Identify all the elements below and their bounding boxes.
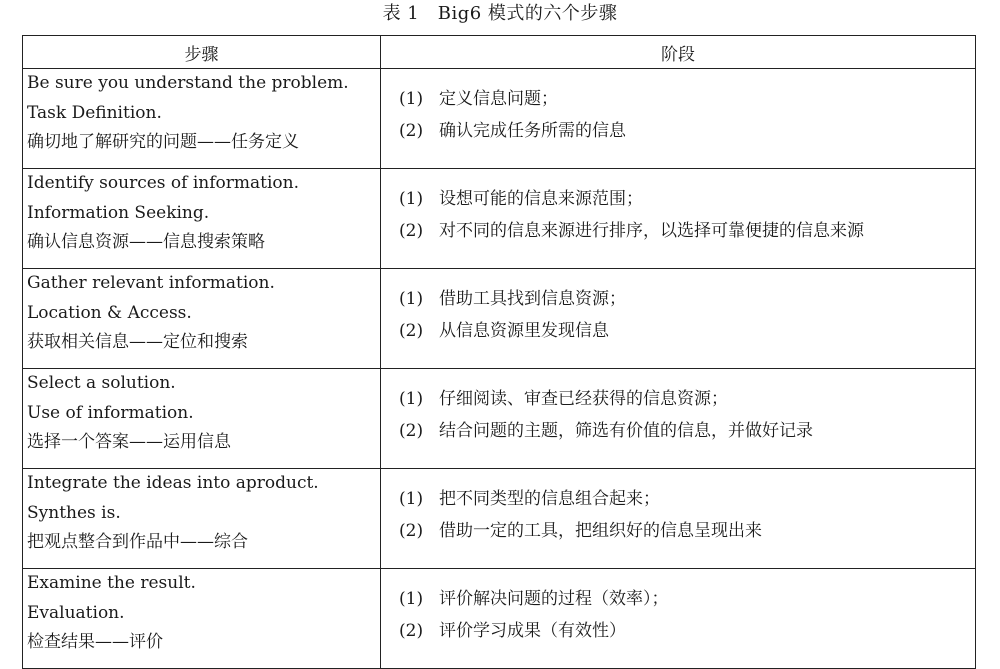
step-line: Synthes is. bbox=[27, 502, 121, 523]
step-line: Be sure you understand the problem. bbox=[27, 73, 349, 93]
stage-text: 设想可能的信息来源范围； bbox=[439, 189, 643, 209]
step-line: 选择一个答案——运用信息 bbox=[27, 432, 231, 452]
table-row bbox=[23, 569, 976, 669]
stage-text: 评价解决问题的过程（效率）； bbox=[439, 589, 669, 609]
stage-cell bbox=[381, 469, 976, 569]
stage-number: (1) bbox=[399, 589, 424, 609]
table-header-row bbox=[23, 36, 976, 69]
step-cell bbox=[23, 569, 381, 669]
stage-text: 借助一定的工具，把组织好的信息呈现出来 bbox=[439, 521, 762, 541]
stage-item bbox=[381, 615, 975, 647]
table-row bbox=[23, 369, 976, 469]
step-line: Select a solution. bbox=[27, 373, 176, 393]
step-cell bbox=[23, 269, 381, 369]
step-cell bbox=[23, 369, 381, 469]
step-line: Examine the result. bbox=[27, 573, 196, 593]
stage-cell bbox=[381, 169, 976, 269]
step-line: 获取相关信息——定位和搜索 bbox=[27, 332, 248, 352]
table-row bbox=[23, 269, 976, 369]
stage-item bbox=[381, 315, 975, 347]
table-row bbox=[23, 169, 976, 269]
stage-text: 对不同的信息来源进行排序，以选择可靠便捷的信息来源 bbox=[439, 221, 864, 241]
table-caption: 表 1 Big6 模式的六个步骤 bbox=[382, 3, 618, 24]
stage-cell bbox=[381, 369, 976, 469]
stage-number: (2) bbox=[399, 421, 424, 441]
stage-text: 从信息资源里发现信息 bbox=[439, 321, 609, 341]
stage-number: (2) bbox=[399, 621, 424, 641]
stage-item bbox=[381, 115, 975, 147]
stage-number: (2) bbox=[399, 221, 424, 241]
step-line: Use of information. bbox=[27, 402, 194, 423]
stage-number: (2) bbox=[399, 121, 424, 141]
table-row bbox=[23, 69, 976, 169]
step-line: Evaluation. bbox=[27, 602, 125, 623]
step-line: Information Seeking. bbox=[27, 202, 210, 223]
step-line: Identify sources of information. bbox=[27, 173, 299, 193]
stage-number: (1) bbox=[399, 89, 424, 109]
stage-item bbox=[381, 515, 975, 547]
stage-text: 定义信息问题； bbox=[439, 89, 558, 109]
stage-item bbox=[381, 483, 975, 515]
stage-item bbox=[381, 415, 975, 447]
stage-number: (1) bbox=[399, 489, 424, 509]
table-row bbox=[23, 469, 976, 569]
stage-item bbox=[381, 215, 975, 247]
stage-text: 把不同类型的信息组合起来； bbox=[439, 489, 660, 509]
stage-item bbox=[381, 183, 975, 215]
stage-text: 借助工具找到信息资源； bbox=[439, 289, 626, 309]
step-line: Gather relevant information. bbox=[27, 273, 275, 293]
stage-cell bbox=[381, 269, 976, 369]
stage-number: (2) bbox=[399, 321, 424, 341]
step-cell bbox=[23, 69, 381, 169]
step-line: Integrate the ideas into aproduct. bbox=[27, 473, 319, 493]
stage-cell bbox=[381, 69, 976, 169]
step-line: Task Definition. bbox=[27, 102, 162, 123]
stage-text: 结合问题的主题，筛选有价值的信息，并做好记录 bbox=[439, 421, 813, 441]
step-cell bbox=[23, 169, 381, 269]
stage-number: (1) bbox=[399, 189, 424, 209]
stage-item bbox=[381, 383, 975, 415]
stage-item bbox=[381, 83, 975, 115]
stage-number: (1) bbox=[399, 389, 424, 409]
stage-text: 确认完成任务所需的信息 bbox=[439, 121, 626, 141]
step-line: 检查结果——评价 bbox=[27, 632, 163, 652]
table-body bbox=[23, 69, 976, 669]
step-line: 把观点整合到作品中——综合 bbox=[27, 532, 248, 552]
step-cell bbox=[23, 469, 381, 569]
big6-table bbox=[22, 35, 976, 669]
step-line: Location & Access. bbox=[27, 302, 192, 323]
step-line: 确认信息资源——信息搜索策略 bbox=[27, 232, 265, 252]
stage-number: (2) bbox=[399, 521, 424, 541]
stage-number: (1) bbox=[399, 289, 424, 309]
header-stage: 阶段 bbox=[381, 36, 976, 69]
stage-item bbox=[381, 283, 975, 315]
stage-cell bbox=[381, 569, 976, 669]
stage-text: 仔细阅读、审查已经获得的信息资源； bbox=[439, 389, 728, 409]
stage-text: 评价学习成果（有效性） bbox=[439, 621, 626, 641]
header-step: 步骤 bbox=[23, 36, 381, 69]
stage-item bbox=[381, 583, 975, 615]
step-line: 确切地了解研究的问题——任务定义 bbox=[27, 132, 299, 152]
